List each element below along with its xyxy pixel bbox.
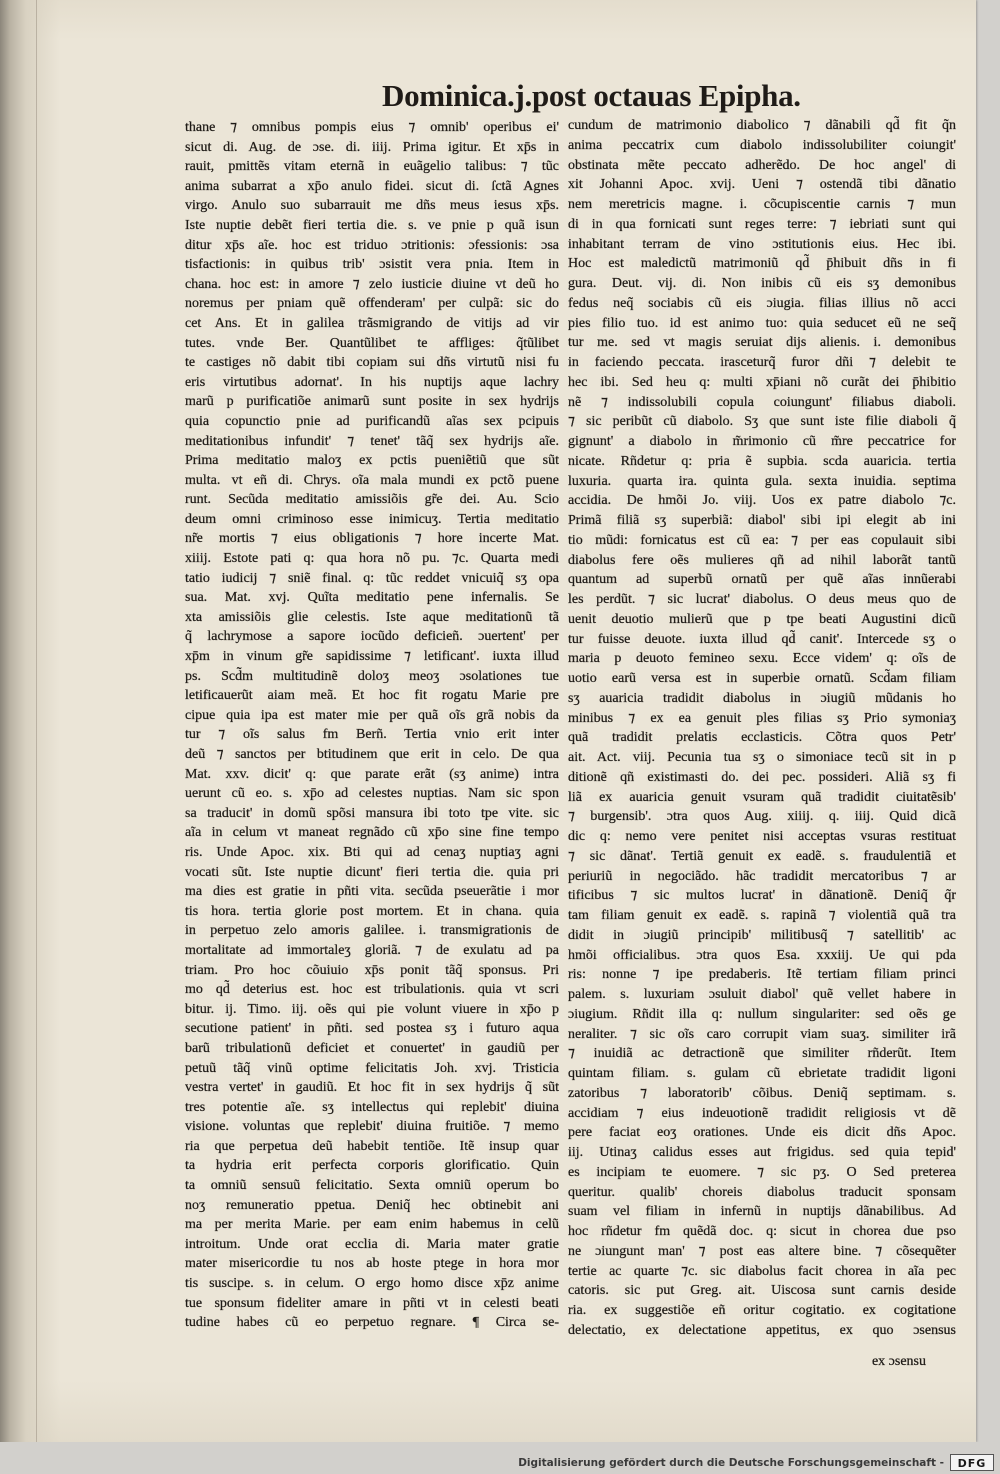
text-line: suam vel filiam in infernũ in nuptijs dãnabilibus. Ad xyxy=(568,1204,956,1220)
text-line: vocati sũt. Iste nuptie dicunt' fieri tertia die. quia pri xyxy=(185,864,559,880)
text-line: tres potentie aĩe. sʒ intellectus qui replebit' diuina xyxy=(185,1099,559,1115)
text-line: sʒ auaricia tradidit diabolus in ɔiugiũ mũdanis ho xyxy=(568,690,956,706)
text-line: mortalitate ad immortaleʒ gloriã. ⁊ de exulatu ad pa xyxy=(185,942,559,958)
text-line: ⁊ burgensib'. ɔtra quos Aug. xiiij. q. iiij. Quid dicã xyxy=(568,809,956,825)
text-line: inhabitant terram de vino ɔstitutionis eius. Hec ibi. xyxy=(568,236,956,252)
text-line: fedus neq̃ sociabis cũ eis ɔiugia. filias illius nõ acci xyxy=(568,295,956,311)
text-line: in faciendo peccata. irasceturq̃ furor dñi ⁊ delebit te xyxy=(568,355,956,370)
digitization-credit-bar xyxy=(0,1442,1000,1474)
text-line: q̃ lachrymose a sapore iocũdo deficieñ. ɔuertent' per xyxy=(185,629,559,645)
text-line: tutes. vnde Ber. Quantũlibet te affliges: q̃tũlibet xyxy=(185,335,559,351)
text-line: tur fuisse deuote. iuxta illud qd̃ canit'. Intercede sʒ o xyxy=(568,631,956,647)
text-line: thane ⁊ omnibus pompis eius ⁊ omnib' operibus ei' xyxy=(185,120,559,135)
text-line: ditionẽ qñ existimasti do. dei pec. possideri. Aliã sʒ fi xyxy=(568,769,956,785)
text-line: ria que perpetua deũ habebit tentiõe. Itẽ insup quar xyxy=(185,1138,559,1154)
text-line: introitum. Unde orat ecclia di. Maria mater gratie xyxy=(185,1236,559,1252)
text-line: in perpetuo zelo amoris galilee. i. transmigrationis de xyxy=(185,923,559,939)
text-line: zatoribus ⁊ laboratorib' cõibus. Deniq̃ septimam. s. xyxy=(568,1085,956,1101)
text-line: gignunt' a diabolo in m̃rimonio cũ m̃re peccatrice for xyxy=(568,434,956,449)
text-line: ait. Act. viij. Pecunia tua sʒ o simoniace tecũ sit in p xyxy=(568,750,956,765)
text-line: neraliter. ⁊ sic oĩs caro corrupit viam suaʒ. similiter irã xyxy=(568,1026,956,1042)
text-line: ⁊ sic peribũt cũ diabolo. Sʒ que sunt iste filie diaboli q̃ xyxy=(568,414,956,430)
text-line: les perdũt. ⁊ sic lucrat' diabolus. O deus meus quo de xyxy=(568,592,956,607)
text-line: hmõi officialibus. ɔtra quos Esa. xxxiij. Ue qui pda xyxy=(568,947,956,963)
text-line: es incipiam te euomere. ⁊ sic pʒ. O Sed preterea xyxy=(568,1164,956,1180)
text-line: tisfactionis: in quibus trib' ɔsistit vera pnia. Item in xyxy=(185,257,559,273)
text-line: tam filiam genuit ex eadẽ. s. rapinã ⁊ violentiã quã tra xyxy=(568,908,956,923)
binding-gutter-line xyxy=(36,0,37,1442)
text-line: mater misericordie tu nos ab hoste ptege in hora mor xyxy=(185,1256,559,1272)
text-line: didit in ɔiugiũ principib' militibusq̃ ⁊ satellitib' ac xyxy=(568,927,956,943)
text-line: marũ p purificatiõe animarũ sunt posite in sex hydrijs xyxy=(185,394,559,410)
text-line: ria. ex suggestiõe eñ oritur cogitatio. ex cogitatione xyxy=(568,1303,956,1318)
text-line: deũ ⁊ sanctos per btitudinem que erit in celo. De qua xyxy=(185,747,559,762)
text-line: di in qua fornicati sunt reges terre: ⁊ iebriati sunt qui xyxy=(568,216,956,232)
text-line: cipue quia ipa est mater mie per quã oĩs grã nobis da xyxy=(185,707,559,723)
text-line: sua. Mat. xvj. Quĩta meditatio pene infernalis. Se xyxy=(185,590,559,606)
text-line: xta amissiõis glie celestis. Iste aque meditationũ tã xyxy=(185,609,559,625)
text-line: tertie ac quarte ⁊c. sic diabolus facit chorea in aĩa pec xyxy=(568,1263,956,1279)
text-line: Iste nuptie debẽt fieri tertia die. s. ve pnie p quã isun xyxy=(185,217,559,233)
text-line: uotio earũ versa est in superbie ornatũ. Scd̃am filiam xyxy=(568,671,956,686)
text-line: quia copunctio pnie ad purificandũ aĩas sex pcipuis xyxy=(185,413,559,429)
text-line: queritur. qualib' choreis diabolus traducit sponsam xyxy=(568,1184,956,1200)
text-line: bitur. ij. Timo. iij. oẽs qui pie volunt viuere in xp̄o p xyxy=(185,1001,559,1017)
text-line: tudine habes cũ eo perpetuo regnare. ¶ Circa se- xyxy=(185,1315,559,1331)
text-line: hoc rñdetur fm quẽdã doc. q: sicut in chorea due pso xyxy=(568,1224,956,1239)
text-line: virgo. Anulo suo subarrauit me dñs meus iesus xp̄s. xyxy=(185,198,559,214)
text-line: anima peccatrix cum diabolo indissolubiliter coiungit' xyxy=(568,137,956,153)
text-line: letificauerũt aiam meã. Et hoc fit rogatu Marie pre xyxy=(185,688,559,704)
text-line: catoris. sic put Greg. ait. Uiscosa sunt carnis deside xyxy=(568,1283,956,1299)
text-line: ma dies est gratie in pñti vita. secũda pseuerãtie i mor xyxy=(185,884,559,900)
text-line: secutione patient' in pñti. sed postea sʒ i futuro aqua xyxy=(185,1021,559,1037)
text-line: pies filio tuo. id est animo tuo: quia seducet eũ ne seq̃ xyxy=(568,315,956,331)
text-line: Primã filiã sʒ superbiã: diabol' sibi ipi elegit ab ini xyxy=(568,513,956,528)
text-line: Mat. xxv. dicit' q: que parate erãt (sʒ anime) intra xyxy=(185,766,559,782)
text-line: ɔiugium. Rñdit illa q: nullum singulariter: sed oẽs ge xyxy=(568,1006,956,1022)
text-line: Prima meditatio maloʒ ex pctis pueniẽtiũ que sũt xyxy=(185,453,559,469)
text-line: tis hora. tertia glorie post mortem. Et in chana. quia xyxy=(185,903,559,919)
text-line: accidiam ⁊ eius indeuotionẽ tradidit religiosis vt dẽ xyxy=(568,1105,956,1121)
text-line: maria p deuoto femineo sexu. Ecce videm' q: oĩs de xyxy=(568,651,956,667)
text-line: runt. Secũda meditatio amissiõis gr̃e dei. Au. Scio xyxy=(185,492,559,508)
text-line: sa traducit' in domũ spõsi mansura ibi toto tpe vite. sic xyxy=(185,805,559,821)
text-line: dic q: nemo vere penitet nisi acceptas vsuras restituat xyxy=(568,829,956,844)
text-line: xiiij. Estote pati q: qua hora nõ pu. ⁊c. Quarta medi xyxy=(185,551,559,567)
text-line: meditationibus infundit' ⁊ tenet' tãq̃ sex hydrijs aĩe. xyxy=(185,433,559,449)
text-line: nicate. Rñdetur q: pria ẽ supbia. scda auaricia. tertia xyxy=(568,453,956,469)
text-line: anima subarrat a xp̄o anulo fidei. sicut di. ſctã Agnes xyxy=(185,178,559,194)
text-line: te castiges nõ dabit tibi copiam sui dñs virtutũ nisi fu xyxy=(185,355,559,371)
text-line: nẽ ⁊ indissolubili copula coiungunt' filiabus diaboli. xyxy=(568,394,956,410)
text-line: minibus ⁊ ex ea genuit ples filias sʒ Prio symoniaʒ xyxy=(568,710,956,726)
running-head: Dominica.j.post octauas Epipha. xyxy=(382,78,801,113)
text-line: ma per merita Marie. per eam enim habemus in celũ xyxy=(185,1217,559,1233)
text-line: barũ tribulationũ deficiet et conuertet' in gaudiũ per xyxy=(185,1040,559,1056)
text-line: tificibus ⁊ sic multos lucrat' in dãnationẽ. Deniq̃ q̃r xyxy=(568,888,956,904)
text-line: quã tradidit prelatis ecclasticis. Cõtra quos Petr' xyxy=(568,730,956,746)
text-line: Hoc est maledictũ matrimoniũ qd̃ p̄hibuit dñs in fi xyxy=(568,256,956,272)
text-line: triam. Pro hoc cõuiuio xp̄s ponit tãq̃ sponsus. Pri xyxy=(185,962,559,978)
text-line: ta hydria erit perfecta corporis glorificatio. Quin xyxy=(185,1158,559,1174)
text-line: xp̄m in vinum gr̃e sapidissime ⁊ letificant'. iuxta illud xyxy=(185,649,559,665)
text-line: multa. vt eñ di. Chrys. oĩa mala mundi ex pctõ puene xyxy=(185,472,559,488)
text-line: eris virtutibus adornat'. In his nuptijs aque lachry xyxy=(185,374,559,390)
text-line: tue sponsum fideliter amare in pñti vt in celesti beati xyxy=(185,1295,559,1311)
text-line: aĩa in celum vt maneat regnãdo cũ xp̄o sine fine tempo xyxy=(185,825,559,841)
right-text-column xyxy=(568,116,956,1344)
text-line: uenit deuotio mulierũ que p tpe beati Augustini dicũ xyxy=(568,611,956,627)
text-line: tis suscipe. s. in celum. O ergo homo disce xp̄z anime xyxy=(185,1276,559,1292)
text-line: tio mũdi: fornicatus est cũ ea: ⁊ per eas copulauit sibi xyxy=(568,532,956,548)
text-line: noʒ remuneratio ppetua. Deniq̃ hec obtinebit ani xyxy=(185,1197,559,1213)
text-line: luxuria. quarta ira. quinta gula. sexta inuidia. septima xyxy=(568,473,956,489)
funding-credit-text: Digitalisierung gefördert durch die Deutsche Forschungsgemeinschaft - xyxy=(518,1457,944,1469)
text-line: xit Johanni Apoc. xvij. Ueni ⁊ ostendã tibi dãnatio xyxy=(568,177,956,193)
text-line: rauit, pmittẽs vitam eternã in euãgelio talibus: ⁊ tũc xyxy=(185,159,559,175)
text-line: tatio iudicij ⁊ sniẽ final. q: tũc reddet vnicuiq̃ sʒ opa xyxy=(185,570,559,586)
text-line: ⁊ inuidiã ac detractionẽ que similiter rñderũt. Item xyxy=(568,1046,956,1062)
text-line: delectatio, ex delectatione appetitus, ex quo ɔsensus xyxy=(568,1322,956,1338)
text-line: petuũ tãq̃ vinũ optime felicitatis Joh. xvj. Tristicia xyxy=(185,1060,559,1076)
text-line: tur me. sed vt magis seruiat dijs alienis. i. demonibus xyxy=(568,335,956,351)
text-line: chana. hoc est: in amore ⁊ zelo iusticie diuine vt deũ ho xyxy=(185,276,559,292)
text-line: ⁊ sic dãnat'. Tertiã genuit ex eadẽ. s. fraudulentiã et xyxy=(568,848,956,864)
left-text-column xyxy=(185,118,559,1338)
text-line: obstinata mẽte peccato adherẽdo. De hoc angel' di xyxy=(568,157,956,173)
text-line: accidia. De hmõi Jo. viij. Uos ex patre diabolo ⁊c. xyxy=(568,493,956,509)
text-line: sicut di. Aug. de ɔse. di. iiij. Prima igitur. Et xp̄s in xyxy=(185,139,559,155)
text-line: visione. voluntas que replebit' diuina fruitiõe. ⁊ memo xyxy=(185,1119,559,1135)
text-line: deum omni criminoso esse inimicuʒ. Tertia meditatio xyxy=(185,511,559,527)
text-line: palem. s. luxuriam ɔsuluit diabol' quẽ vellet habere in xyxy=(568,987,956,1002)
text-line: vestra vertet' in gaudiũ. Et hoc fit in sex hydrijs q̃ sũt xyxy=(185,1080,559,1096)
text-line: tur ⁊ oĩs salus fm Berñ. Tertia vnio erit inter xyxy=(185,727,559,743)
text-line: pere faciat eoʒ orationes. Unde eis dicit dñs Apoc. xyxy=(568,1125,956,1141)
text-line: nr̃e mortis ⁊ eius obligationis ⁊ hore incerte Mat. xyxy=(185,531,559,547)
text-line: diabolus fere oẽs mulieres qñ ad nihil laborãt tantũ xyxy=(568,552,956,568)
text-line: periuriũ in negociãdo. hãc tradidit mercatoribus ⁊ ar xyxy=(568,868,956,884)
text-line: ps. Scd̃m multitudinẽ doloʒ meoʒ ɔsolationes tue xyxy=(185,668,559,684)
text-line: noremus per pniam quẽ offenderam' per culpã: sic do xyxy=(185,296,559,312)
text-line: quintam filiam. s. gulam cũ ebrietate tradidit ligoni xyxy=(568,1066,956,1081)
text-line: uerunt cũ eo. s. xp̄o ad celestes nuptias. Nam sic spon xyxy=(185,786,559,802)
text-line: ditur xp̄s aĩe. hoc est triduo ɔtritionis: ɔfessionis: ɔsa xyxy=(185,237,559,253)
text-line: cet Ans. Et in galilea trãsmigrando de vitijs ad vir xyxy=(185,315,559,331)
text-line: ne ɔiungunt man' ⁊ post eas altere bine. ⁊ cõsequẽter xyxy=(568,1243,956,1259)
text-line: liã ex auaricia genuit vsuram quã tradidit ciuitatẽsib' xyxy=(568,789,956,805)
catchword: ex ɔsensu xyxy=(871,1354,926,1369)
text-line: nem meretricis magne. i. cõcupiscentie carnis ⁊ mun xyxy=(568,197,956,212)
text-line: ris. Unde Apoc. xix. Bti qui ad cenaʒ nuptiaʒ agni xyxy=(185,844,559,860)
text-line: iij. Utinaʒ calidus esses aut frigidus. sed quia tepid' xyxy=(568,1145,956,1160)
text-line: ta omniũ sensuũ felicitatio. Sexta omniũ operum bo xyxy=(185,1178,559,1194)
dfg-logo: DFG xyxy=(950,1454,994,1471)
text-line: mo qd̃ deterius est. hoc est tribulationis. quia vt scri xyxy=(185,982,559,998)
text-line: hec ibi. Sed heu q: multi xp̄iani nõ curãt dei p̄hibitio xyxy=(568,374,956,390)
text-line: gura. Deut. vij. di. Non inibis cũ eis sʒ demonibus xyxy=(568,276,956,291)
text-line: quantum ad superbũ ornatũ per quẽ aĩas innũerabi xyxy=(568,572,956,588)
text-line: cundum de matrimonio diabolico ⁊ dãnabili qd̃ fit q̃n xyxy=(568,118,956,133)
text-line: ris: nonne ⁊ ipe predaberis. Itẽ tertiam filiam princi xyxy=(568,967,956,983)
